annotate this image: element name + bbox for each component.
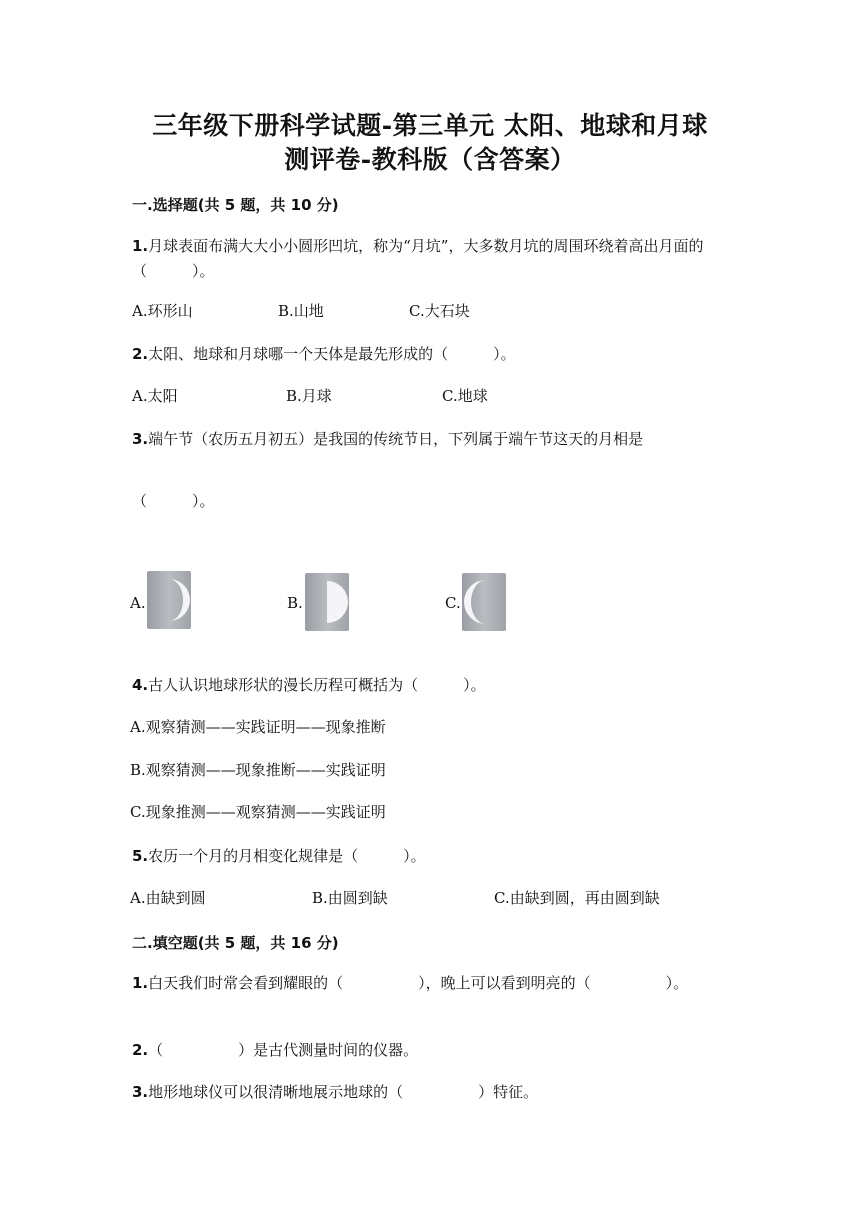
waxing-crescent-moon-icon [147,571,191,629]
question-5 [132,844,732,869]
question-text: 月球表面布满大大小小圆形凹坑，称为“月坑”，大多数月坑的周围环绕着高出月面的（ ）。 [132,237,704,280]
fill-question-2 [132,1038,732,1063]
option-a: A.太阳 [132,387,178,405]
option-a: A.由缺到圆 [130,889,206,907]
question-3 [132,427,742,452]
option-c: C.由缺到圆，再由圆到缺 [494,889,660,907]
question-2 [132,342,732,367]
option-a: A.环形山 [132,302,193,320]
question-4 [132,673,732,698]
option-b: B.由圆到缺 [312,889,388,907]
document-title-line1: 三年级下册科学试题-第三单元 太阳、地球和月球 [152,111,708,140]
document-title-line2: 测评卷-教科版（含答案） [284,145,576,174]
option-c: C.现象推测——观察猜测——实践证明 [130,803,386,821]
question-3-blank: （ ）。 [132,492,215,510]
question-text: （ ）是古代测量时间的仪器。 [148,1041,419,1059]
section-heading-choice: 一.选择题(共 5 题，共 10 分) [132,196,339,214]
option-b: B.月球 [286,387,332,405]
waning-crescent-moon-icon [462,573,506,631]
question-number: 5. [132,847,149,865]
option-b: B.山地 [278,302,324,320]
question-text: 农历一个月的月相变化规律是（ ）。 [148,847,426,865]
section-heading-fill-blank: 二.填空题(共 5 题，共 16 分) [132,934,339,952]
question-number: 3. [132,1083,149,1101]
option-a: A.观察猜测——实践证明——现象推断 [130,718,386,736]
option-a: A. [130,594,146,612]
question-number: 2. [132,345,149,363]
option-c: C.大石块 [409,302,470,320]
first-quarter-moon-icon [305,573,349,631]
question-number: 2. [132,1041,149,1059]
question-text: 白天我们时常会看到耀眼的（ ），晚上可以看到明亮的（ ）。 [148,974,689,992]
option-c: C.地球 [442,387,488,405]
question-number: 1. [132,974,149,992]
question-number: 1. [132,237,149,255]
question-number: 4. [132,676,149,694]
option-b: B.观察猜测——现象推断——实践证明 [130,761,386,779]
option-c: C. [445,594,461,612]
fill-question-3 [132,1080,732,1105]
question-number: 3. [132,430,149,448]
question-text: 古人认识地球形状的漫长历程可概括为（ ）。 [148,676,486,694]
question-text: 地形地球仪可以很清晰地展示地球的（ ）特征。 [148,1083,539,1101]
question-text: 端午节（农历五月初五）是我国的传统节日，下列属于端午节这天的月相是 [148,430,644,448]
fill-question-1 [132,971,692,996]
question-1 [132,234,732,284]
question-text: 太阳、地球和月球哪一个天体是最先形成的（ ）。 [148,345,516,363]
option-b: B. [287,594,303,612]
